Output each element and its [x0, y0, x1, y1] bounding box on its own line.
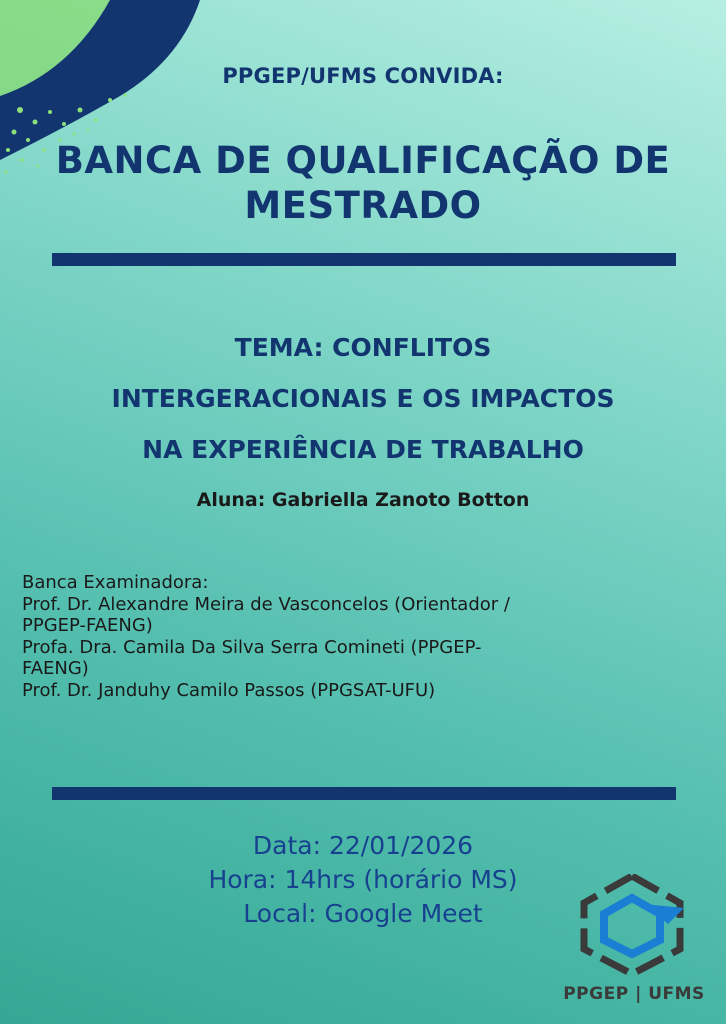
- board-line-4: FAENG): [22, 658, 89, 679]
- divider-top: [52, 253, 676, 266]
- event-time: Hora: 14hrs (horário MS): [208, 865, 518, 894]
- title-line-2: MESTRADO: [244, 184, 482, 227]
- board-line-1: Prof. Dr. Alexandre Meira de Vasconcelos (Orientador /: [22, 593, 510, 615]
- divider-bottom: [52, 787, 676, 800]
- board-line-2: PPGEP-FAENG): [22, 615, 153, 636]
- invite-heading: PPGEP/UFMS CONVIDA:: [222, 64, 504, 88]
- board-line-5: Prof. Dr. Janduhy Camilo Passos (PPGSAT-UFU): [22, 679, 436, 701]
- examining-board: [22, 572, 712, 701]
- hexagon-logo-icon: [572, 874, 692, 976]
- student-name: Aluna: Gabriella Zanoto Botton: [196, 489, 530, 511]
- event-place: Local: Google Meet: [243, 899, 483, 928]
- event-date: Data: 22/01/2026: [252, 831, 474, 860]
- logo-text: PPGEP | UFMS: [563, 984, 705, 1004]
- topic-line-3: NA EXPERIÊNCIA DE TRABALHO: [142, 435, 584, 464]
- page-title: [0, 138, 726, 228]
- topic-line-2: INTERGERACIONAIS E OS IMPACTOS: [111, 384, 615, 413]
- title-line-1: BANCA DE QUALIFICAÇÃO DE: [55, 139, 671, 182]
- board-heading: Banca Examinadora:: [22, 572, 209, 593]
- topic-heading: [0, 322, 726, 475]
- board-line-3: Profa. Dra. Camila Da Silva Serra Comineti (PPGEP-: [22, 636, 482, 658]
- topic-line-1: TEMA: CONFLITOS: [234, 333, 492, 362]
